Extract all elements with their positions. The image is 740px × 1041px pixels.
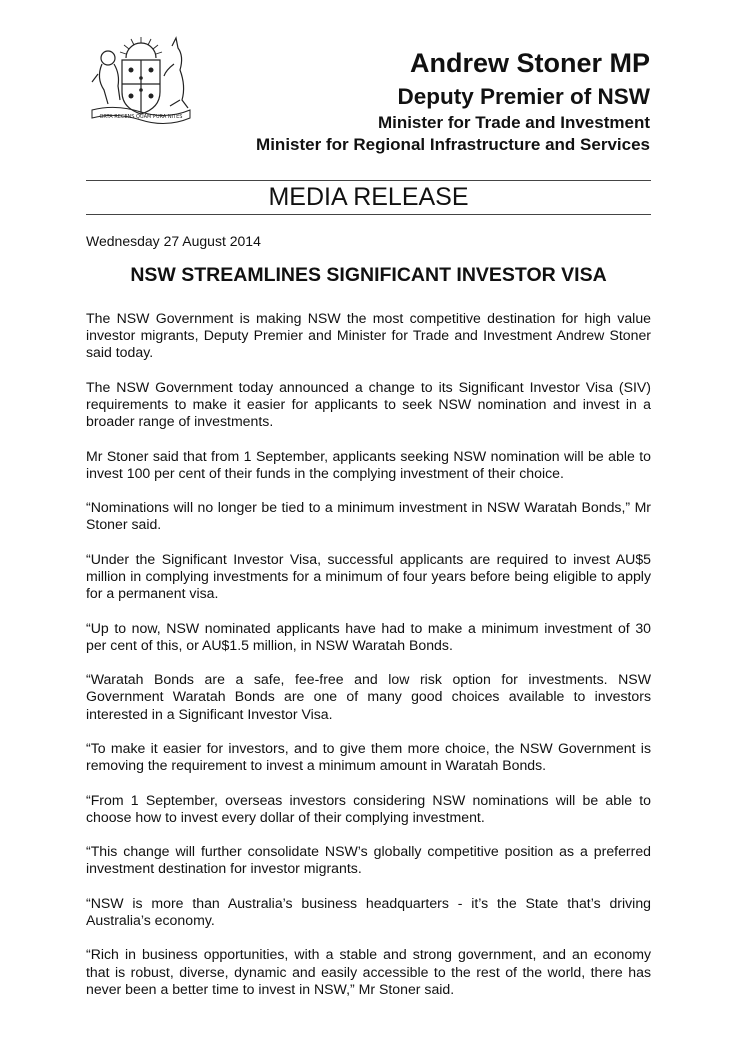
paragraph: “Rich in business opportunities, with a stable and strong government, and an economy that is robust, diverse, dynamic and easily accessible to the rest of the world, there has never been a better time to invest in NSW,” Mr Stoner said. — [86, 946, 651, 997]
portfolio-trade: Minister for Trade and Investment — [377, 113, 650, 132]
member-name: Andrew Stoner MP — [409, 48, 650, 78]
release-date: Wednesday 27 August 2014 — [86, 233, 261, 249]
portfolio-infrastructure: Minister for Regional Infrastructure and Services — [256, 135, 650, 154]
member-title: Deputy Premier of NSW — [397, 84, 650, 109]
release-body — [86, 310, 651, 1015]
paragraph: “To make it easier for investors, and to give them more choice, the NSW Government is removing the requirement to invest a minimum amount in Waratah Bonds. — [86, 739, 651, 774]
paragraph: “Up to now, NSW nominated applicants have had to make a minimum investment of 30 per cent of this, or AU$1.5 million, in NSW Waratah Bonds. — [86, 619, 651, 653]
paragraph: Mr Stoner said that from 1 September, applicants seeking NSW nomination will be able to invest 100 per cent of their funds in the complying investment of their choice. — [86, 447, 651, 481]
paragraph: “From 1 September, overseas investors considering NSW nominations will be able to choose how to invest every dollar of their complying investment. — [86, 791, 651, 825]
paragraph: The NSW Government today announced a change to its Significant Investor Visa (SIV) requirements to make it easier for applicants to seek NSW nomination and invest in a broader range of investments. — [86, 378, 651, 430]
nsw-coat-of-arms-icon — [86, 34, 196, 126]
svg-text:ORTA RECENS QUAM PURA NITES: ORTA RECENS QUAM PURA NITES — [99, 114, 183, 120]
paragraph: “Under the Significant Investor Visa, successful applicants are required to invest AU$5 million in complying investments for a minimum of four years before being eligible to apply for a permanent visa. — [86, 550, 651, 602]
top-divider — [86, 180, 651, 181]
paragraph: The NSW Government is making NSW the most competitive destination for high value investor migrants, Deputy Premier and Minister for Trade and Investment Andrew Stoner said today. — [86, 310, 651, 361]
paragraph: “This change will further consolidate NSW’s globally competitive position as a preferred investment destination for investor migrants. — [86, 843, 651, 877]
headline: NSW STREAMLINES SIGNIFICANT INVESTOR VISA — [130, 264, 607, 286]
bottom-divider — [86, 214, 651, 215]
paragraph: “NSW is more than Australia’s business headquarters - it’s the State that’s driving Australia’s economy. — [86, 894, 651, 928]
paragraph: “Nominations will no longer be tied to a minimum investment in NSW Waratah Bonds,” Mr Stoner said. — [86, 499, 651, 533]
document-type-heading: MEDIA RELEASE — [268, 183, 469, 211]
paragraph: “Waratah Bonds are a safe, fee-free and low risk option for investments. NSW Government Waratah Bonds are one of many good choices available to investors interested in a Significant Investor Visa. — [86, 671, 651, 722]
